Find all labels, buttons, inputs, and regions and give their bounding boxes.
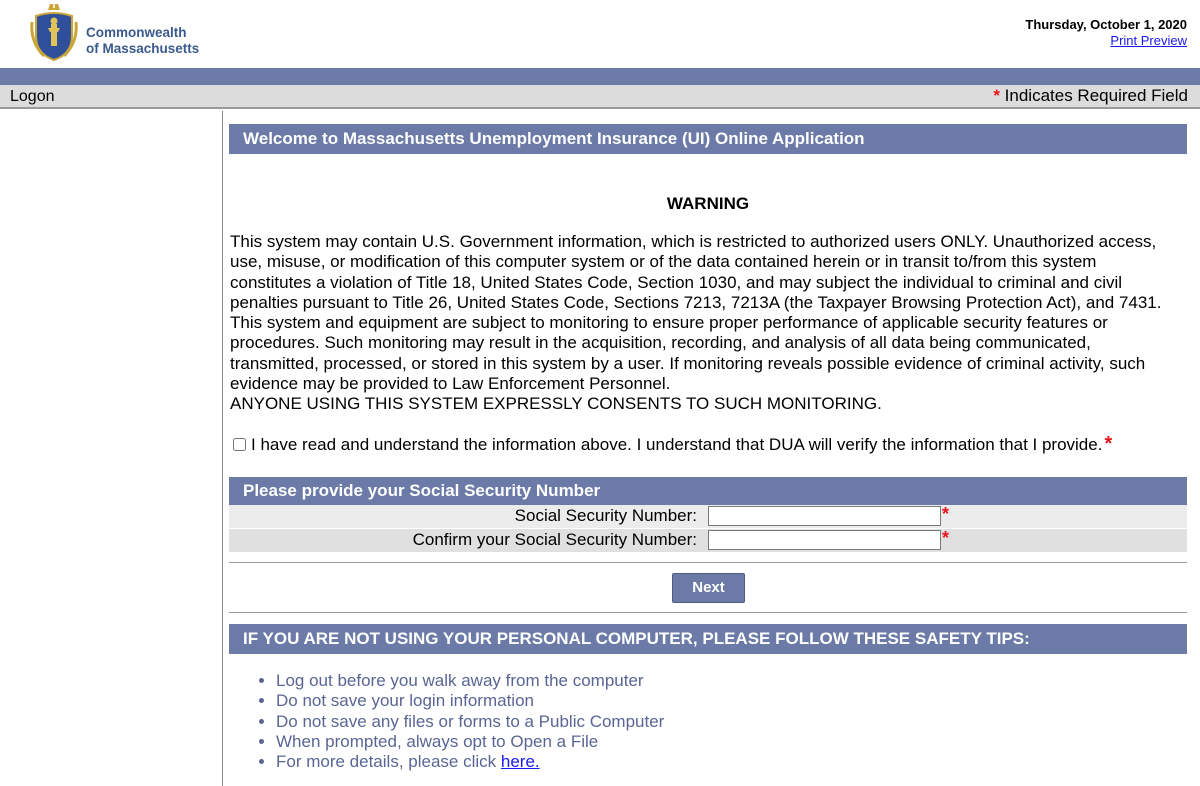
list-item: • When prompted, always opt to Open a File <box>276 732 664 752</box>
warning-body: This system may contain U.S. Government information, which is restricted to authorized users ONLY. Unauthorized access, use, misuse, or modification of this computer system or of the data contained herein or in transit to/from this system constitutes a violation of Title 18, United States Code, Section 1030, and may subject the individual to criminal and civil penalties pursuant to Title 26, United States Code, Sections 7213, 7213A (the Taxpayer Browsing Protection Act), and 7431. This system and equipment are subject to monitoring to ensure proper performance of applicable security features or procedures. Such monitoring may result in the acquisition, recording, and analysis of all data being communicated, transmitted, processed, or stored in this system by a user. If monitoring reveals possible evidence of criminal activity, such evidence may be provided to Law Enforcement Personnel. <box>230 232 1162 394</box>
warning-title: WARNING <box>666 194 750 213</box>
header-band <box>0 68 1200 85</box>
divider <box>229 612 1187 613</box>
current-date: Thursday, October 1, 2020 <box>1025 17 1187 32</box>
consent-label: I have read and understand the information above. I understand that DUA will verify the information that I provide. <box>251 434 1103 454</box>
required-field-note <box>993 86 1188 106</box>
logo-line-2: of Massachusetts <box>86 41 200 56</box>
ssn-row <box>229 505 1187 528</box>
list-item <box>276 752 664 772</box>
state-name <box>86 25 199 57</box>
more-details-link[interactable]: here. <box>500 752 540 772</box>
logon-bar <box>0 85 1200 109</box>
ssn-label: Social Security Number: <box>514 506 697 525</box>
ssn-section-title: Please provide your Social Security Number <box>229 477 1187 505</box>
safety-tips-list <box>256 671 664 772</box>
required-star-icon: * <box>942 528 950 548</box>
required-note-text: Indicates Required Field <box>1004 86 1188 105</box>
warning-text <box>230 232 1180 415</box>
sidebar-divider <box>222 111 223 786</box>
list-item: • Log out before you walk away from the computer <box>276 671 664 691</box>
required-star-icon: * <box>993 86 1000 105</box>
required-star-icon: * <box>1104 433 1113 455</box>
logo-line-1: Commonwealth <box>86 25 187 40</box>
ssn-input[interactable] <box>708 506 941 526</box>
list-item: • Do not save any files or forms to a Public Computer <box>276 712 664 732</box>
safety-tips-title: IF YOU ARE NOT USING YOUR PERSONAL COMPUTER, PLEASE FOLLOW THESE SAFETY TIPS: <box>229 624 1187 654</box>
confirm-ssn-label: Confirm your Social Security Number: <box>412 530 697 549</box>
confirm-ssn-input[interactable] <box>708 530 941 550</box>
list-item: • Do not save your login information <box>276 691 664 711</box>
warning-consent-line: ANYONE USING THIS SYSTEM EXPRESSLY CONSENTS TO SUCH MONITORING. <box>230 394 882 414</box>
logon-label: Logon <box>10 88 55 105</box>
next-button[interactable]: Next <box>672 573 745 603</box>
welcome-title: Welcome to Massachusetts Unemployment Insurance (UI) Online Application <box>229 124 1187 154</box>
more-details-text: For more details, please click <box>276 752 501 772</box>
page-header <box>0 0 1200 68</box>
divider <box>229 562 1187 563</box>
print-preview-link[interactable]: Print Preview <box>1110 33 1187 48</box>
required-star-icon: * <box>942 504 950 524</box>
confirm-ssn-row <box>229 529 1187 552</box>
massachusetts-seal-icon <box>30 2 78 62</box>
consent-checkbox[interactable] <box>233 438 246 451</box>
consent-row[interactable] <box>233 433 1112 456</box>
